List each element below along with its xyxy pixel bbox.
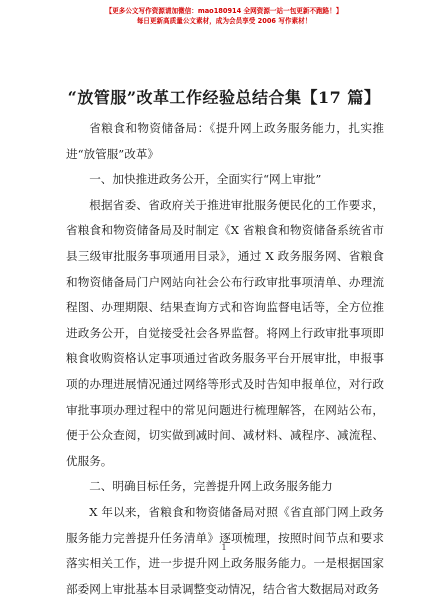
intro-paragraph: 省粮食和物资储备局：《提升网上政务服务能力，扎实推进“放管服”改革》 [66,121,384,161]
body-paragraph-2: X 年以来，省粮食和物资储备局对照《省直部门网上政务服务能力完善提升任务清单》逐项梳理，按照时间节点和要求落实相关工作，进一步提升网上政务服务能力。一是根据国家部委网上审批基本目录调整变动情况，结合省大数据局对政务 [66,504,384,596]
document-title: “放管服”改革工作经验总结合集【17 篇】 [67,88,381,107]
document-body [66,116,384,602]
promo-banner [0,6,448,26]
promo-banner-line-1: 【更多公文写作资源请加微信：mao180914 全网资源一站一包更新不跑路！】 [105,7,343,15]
section-heading-2: 二、明确目标任务，完善提升网上政务服务能力 [89,479,333,494]
page-number: 1 [221,543,227,552]
promo-banner-line-2: 每日更新高质量公文素材，成为会员享受 2006 写作素材！ [136,17,312,25]
body-paragraph-1: 根据省委、省政府关于推进审批服务便民化的工作要求，省粮食和物资储备局及时制定《X 省粮食和物资储备系统省市县三级审批服务事项通用目录》，通过 X 政务服务网、省粮食和物资储备局门户网站向社会公布行政审批事项清单、办理流程图、办理期限、结果查询方式和咨询监督电话等，全方位推进政务公开，自觉接受社会各界监督。将网上行政审批事项即粮食收购资格认定事项通过省政务服务平台开展审批，申报事项的办理进展情况通过网络等形式及时告知申报单位，对行政审批事项办理过程中的常见问题进行梳理解答，在网站公布，便于公众查阅，切实做到减时间、减材料、减程序、减流程、优服务。 [66,197,384,468]
section-heading-1: 一、加快推进政务公开，全面实行“网上审批” [89,172,322,187]
